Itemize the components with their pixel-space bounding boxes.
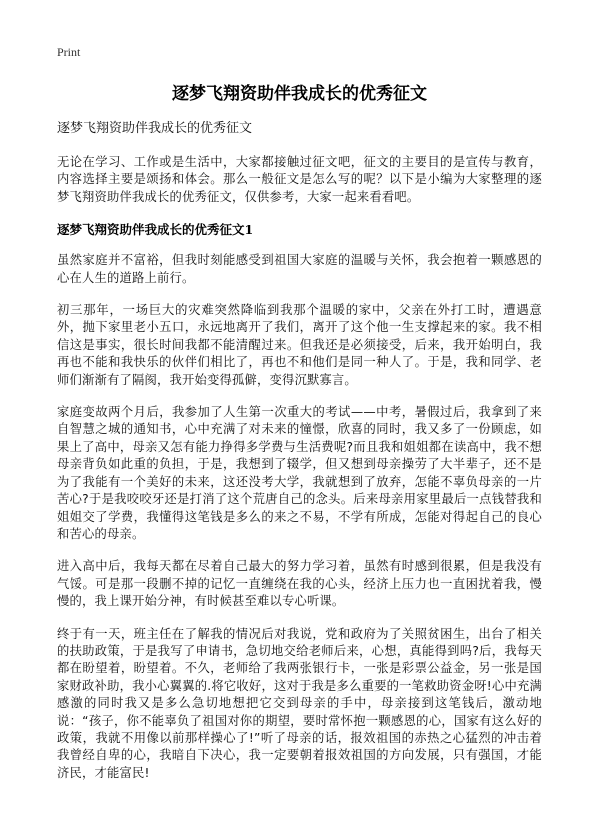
- body-paragraph: 初三那年，一场巨大的灾难突然降临到我那个温暖的家中，父亲在外打工时，遭遇意外，抛下家里老小五口，永远地离开了我们，离开了这个他一生支撑起来的家。我不相信这是事实，很长时间我都不能清醒过来。但我还是必须接受，后来，我开始明白，我再也不能和我快乐的伙伴们相比了，再也不和他们是同一种人了。于是，我和同学、老师们渐渐有了隔阂，我开始变得孤僻，变得沉默寡言。: [57, 303, 542, 387]
- body-paragraph: 终于有一天，班主任在了解我的情况后对我说，党和政府为了关照贫困生，出台了相关的扶助政策，于是我写了申请书，急切地交给老师后来，心想，真能得到吗?后，我每天都在盼望着，盼望着。不久，老师给了我两张银行卡，一张是彩票公益金，另一张是国家财政补助，我小心翼翼的.将它收好，这对于我是多么重要的一笔救助资金呀!心中充满感激的同时我又是多么急切地想把它交到母亲的手中，母亲接到这笔钱后，激动地说：“孩子，你不能辜负了祖国对你的期望，要时常怀抱一颗感恩的心，国家有这么好的政策，我就不用像以前那样操心了!”听了母亲的话，报效祖国的赤热之心猛烈的冲击着我曾经自卑的心，我暗自下决心，我一定要朝着报效祖国的方向发展，只有强国，才能济民，才能富民!: [57, 626, 542, 780]
- subtitle: 逐梦飞翔资助伴我成长的优秀征文: [57, 121, 253, 136]
- body-paragraph: 虽然家庭并不富裕，但我时刻能感受到祖国大家庭的温暖与关怀，我会抱着一颗感恩的心在人生的道路上前行。: [57, 253, 542, 285]
- print-link[interactable]: Print: [57, 45, 81, 59]
- section-heading: 逐梦飞翔资助伴我成长的优秀征文1: [57, 222, 254, 238]
- page-title: 逐梦飞翔资助伴我成长的优秀征文: [172, 84, 427, 104]
- intro-paragraph: 无论在学习、工作或是生活中，大家都接触过征文吧，征文的主要目的是宣传与教育，内容选择主要是颂扬和体会。那么一般征文是怎么写的呢？以下是小编为大家整理的逐梦飞翔资助伴我成长的优秀征文，仅供参考，大家一起来看看吧。: [57, 155, 542, 204]
- body-paragraph: 进入高中后，我每天都在尽着自己最大的努力学习着，虽然有时感到很累，但是我没有气馁。可是那一段删不掉的记忆一直缠绕在我的心头，经济上压力也一直困扰着我，慢慢的，我上课开始分神，有时候甚至难以专心听课。: [57, 559, 542, 609]
- body-paragraph: 家庭变故两个月后，我参加了人生第一次重大的考试——中考，暑假过后，我拿到了来自智慧之城的通知书，心中充满了对未来的憧憬，欣喜的同时，我又多了一份顾虑，如果上了高中，母亲又怎有能力挣得多学费与生活费呢?而且我和姐姐都在读高中，我不想母亲背负如此重的负担，于是，我想到了辍学，但又想到母亲操劳了大半辈子，还不是为了我能有一个美好的未来，这还没考大学，我就想到了放弃，怎能不辜负母亲的一片苦心?于是我咬咬牙还是打消了这个荒唐自己的念头。后来母亲用家里最后一点钱替我和姐姐交了学费，我懂得这笔钱是多么的来之不易，不学有所成，怎能对得起自己的良心和苦心的母亲。: [57, 405, 542, 541]
